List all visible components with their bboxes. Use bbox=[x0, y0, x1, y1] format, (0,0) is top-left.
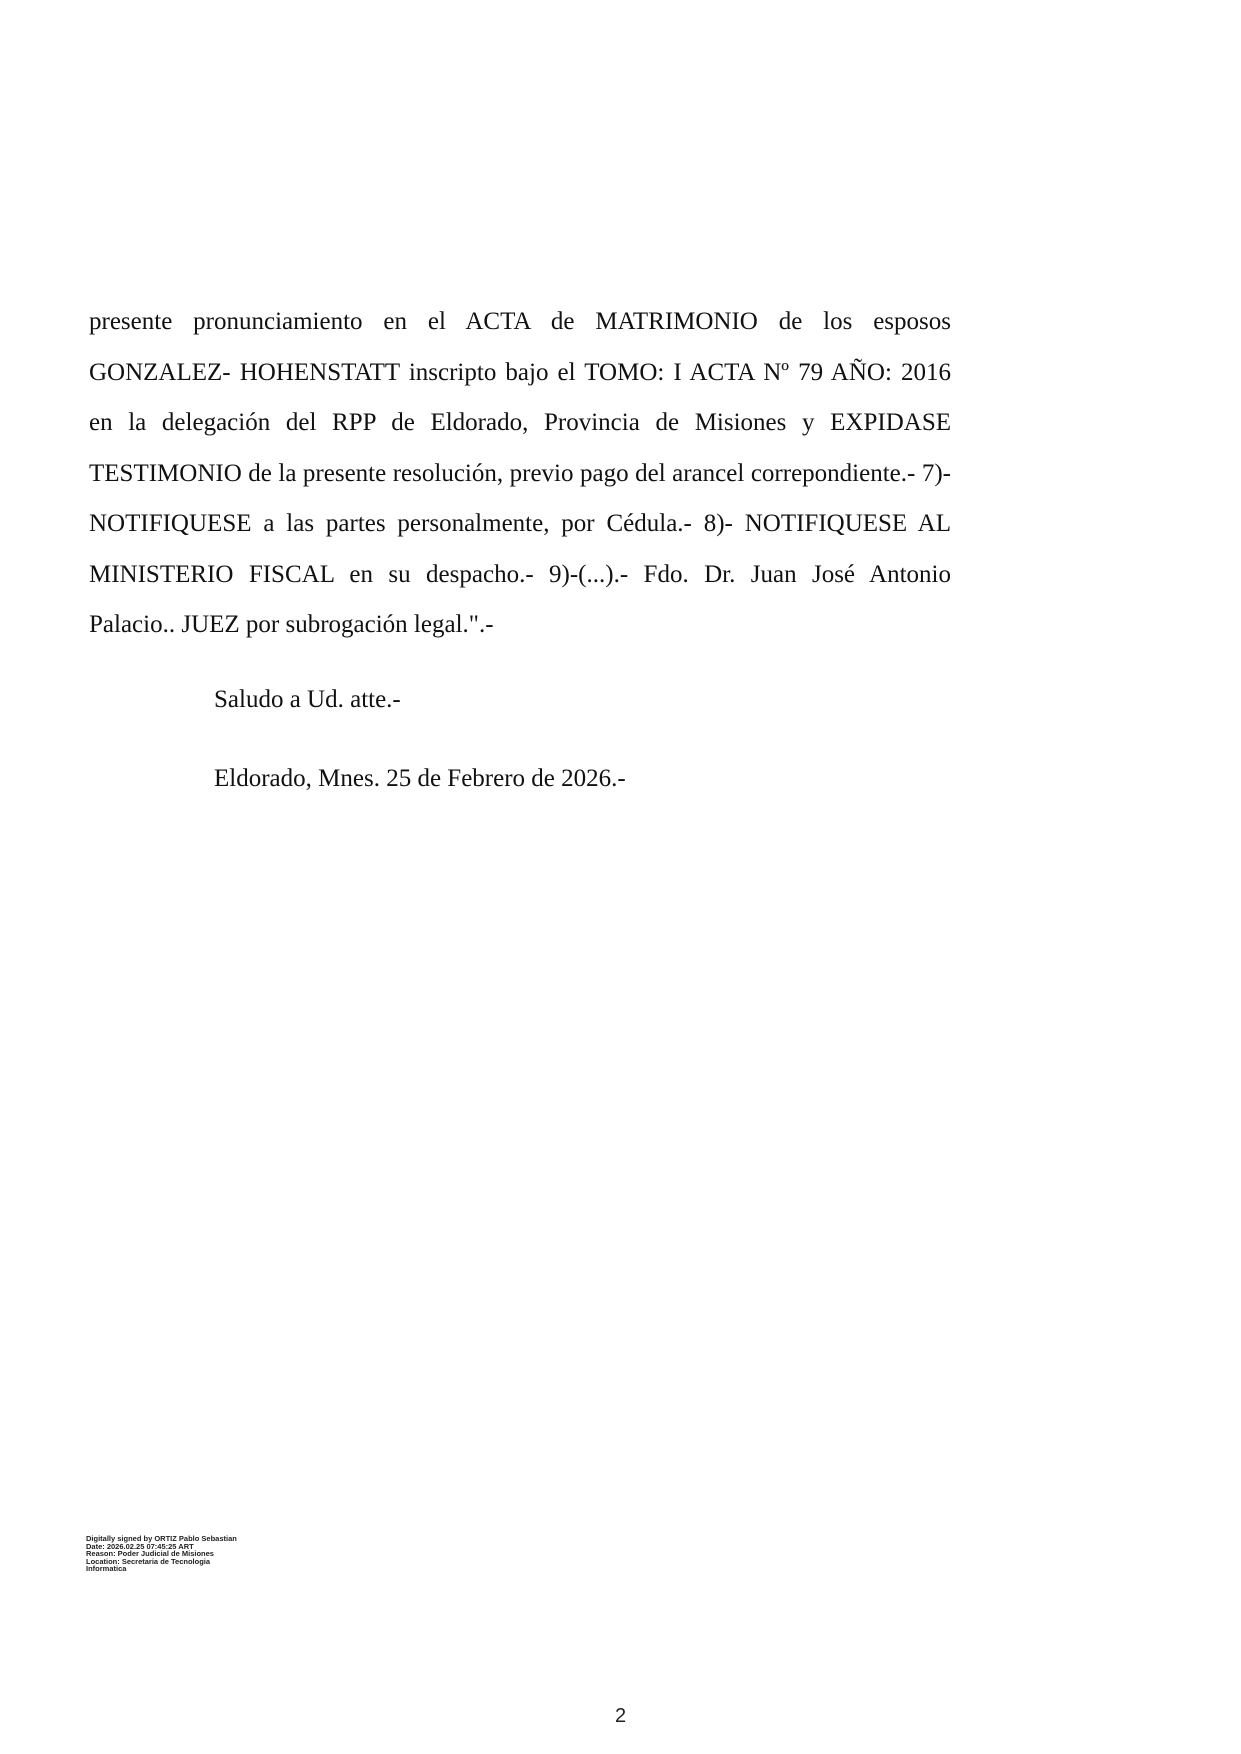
body-line: GONZALEZ- HOHENSTATT inscripto bajo el TOMO: I ACTA Nº 79 AÑO: 2016 bbox=[89, 358, 951, 386]
body-line: MINISTERIO FISCAL en su despacho.- 9)-(...).- Fdo. Dr. Juan José Antonio bbox=[89, 560, 951, 588]
body-line: TESTIMONIO de la presente resolución, previo pago del arancel correpondiente.- 7)- bbox=[89, 459, 951, 487]
signature-line: Date: 2026.02.25 07:45:25 ART bbox=[86, 1541, 194, 1551]
closing-greeting: Saludo a Ud. atte.- bbox=[214, 686, 401, 713]
signature-line: Reason: Poder Judicial de Misiones bbox=[86, 1549, 214, 1559]
body-line: presente pronunciamiento en el ACTA de MATRIMONIO de los esposos bbox=[89, 308, 951, 335]
body-line: NOTIFIQUESE a las partes personalmente, por Cédula.- 8)- NOTIFIQUESE AL bbox=[89, 510, 951, 537]
signature-line: Location: Secretaria de Tecnologia bbox=[86, 1556, 211, 1566]
closing-place-date: Eldorado, Mnes. 25 de Febrero de 2026.- bbox=[214, 765, 626, 792]
body-paragraph bbox=[89, 297, 951, 651]
body-line: en la delegación del RPP de Eldorado, Provincia de Misiones y EXPIDASE bbox=[89, 409, 951, 436]
signature-line: Digitally signed by ORTIZ Pablo Sebastian bbox=[86, 1534, 237, 1543]
page-number: 2 bbox=[614, 1705, 627, 1727]
body-line: Palacio.. JUEZ por subrogación legal.".- bbox=[89, 611, 494, 638]
digital-signature-block bbox=[86, 1535, 266, 1573]
signature-line: Informatica bbox=[86, 1564, 127, 1574]
